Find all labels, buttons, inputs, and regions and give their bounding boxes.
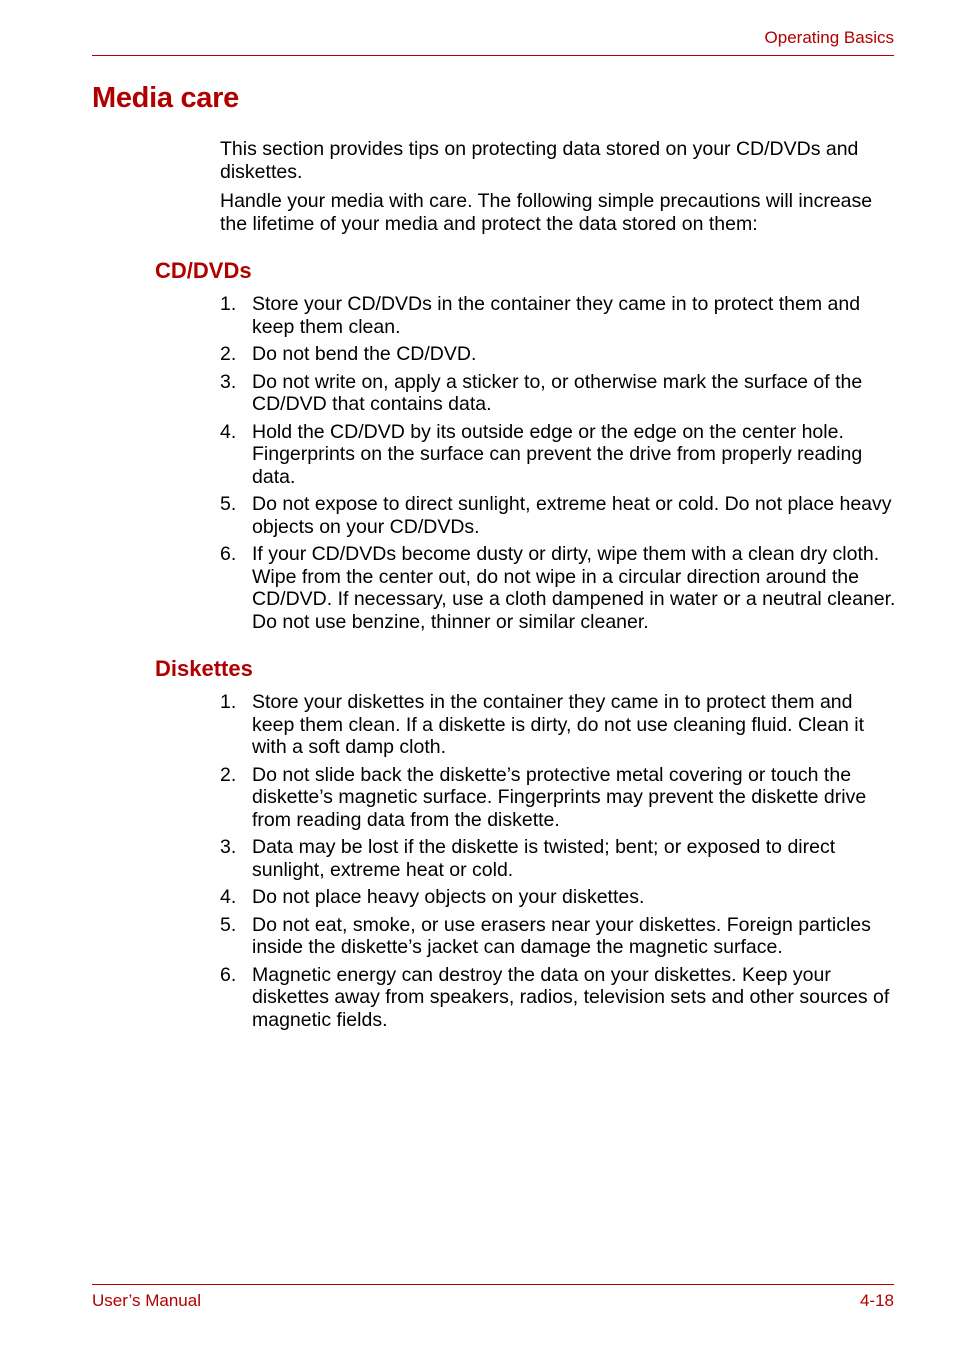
list-item: [220, 543, 896, 633]
list-item-number: 4.: [220, 886, 237, 908]
list-item-text: Do not place heavy objects on your diskettes.: [252, 886, 645, 908]
list-item-number: 6.: [220, 543, 237, 565]
list-item: [220, 886, 896, 909]
list-item: [220, 964, 896, 1032]
footer-rule: [92, 1284, 894, 1285]
list-item-number: 1.: [220, 293, 237, 315]
footer-manual-label: User’s Manual: [92, 1291, 201, 1310]
list-item-number: 5.: [220, 913, 237, 936]
list-item-number: 3.: [220, 370, 237, 393]
list-item: [220, 691, 896, 759]
list-item-text: Do not write on, apply a sticker to, or otherwise mark the surface of the CD/DVD that contains data.: [252, 370, 863, 415]
list-item-number: 4.: [220, 420, 237, 443]
cd-dvd-list: [220, 293, 896, 633]
list-item: [220, 293, 896, 338]
list-item-text: Data may be lost if the diskette is twisted; bent; or exposed to direct sunlight, extreme heat or cold.: [252, 836, 836, 881]
list-item-text: Magnetic energy can destroy the data on your diskettes. Keep your diskettes away from speakers, radios, television sets and other sources of magnetic fields.: [252, 963, 890, 1031]
cd-dvd-heading: CD/DVDs: [155, 258, 252, 283]
footer-page-number: 4-18: [859, 1291, 894, 1310]
list-item-text: Store your CD/DVDs in the container they came in to protect them and keep them clean.: [252, 293, 861, 338]
list-item-number: 2.: [220, 763, 237, 786]
list-item-text: Do not eat, smoke, or use erasers near your diskettes. Foreign particles inside the diskette’s jacket can damage the magnetic surface.: [252, 913, 871, 958]
list-item-number: 5.: [220, 493, 237, 515]
diskettes-list: [220, 691, 896, 1031]
list-item: [220, 371, 896, 416]
diskettes-heading: Diskettes: [155, 656, 253, 681]
intro-paragraph: This section provides tips on protecting data stored on your CD/DVDs and diskettes.: [220, 138, 859, 183]
list-item-text: Hold the CD/DVD by its outside edge or the edge on the center hole. Fingerprints on the surface can prevent the drive from properly reading data.: [252, 420, 863, 488]
list-item-text: If your CD/DVDs become dusty or dirty, wipe them with a clean dry cloth. Wipe from the center out, do not wipe in a circular direction around the CD/DVD. If necessary, use a cloth dampened in water or a neutral cleaner. Do not use benzine, thinner or similar cleaner.: [252, 543, 896, 633]
page-title: Media care: [92, 82, 239, 114]
list-item-text: Do not expose to direct sunlight, extreme heat or cold. Do not place heavy objects on your CD/DVDs.: [252, 493, 892, 538]
list-item-number: 2.: [220, 343, 237, 365]
main-content: [155, 138, 896, 1036]
list-item-number: 3.: [220, 836, 237, 858]
list-item-text: Do not slide back the diskette’s protective metal covering or touch the diskette’s magnetic surface. Fingerprints may prevent the diskette drive from reading data from the diskette.: [252, 763, 867, 831]
list-item: [220, 764, 896, 832]
list-item: [220, 421, 896, 489]
list-item-text: Store your diskettes in the container they came in to protect them and keep them clean. If a diskette is dirty, do not use cleaning fluid. Clean it with a soft damp cloth.: [252, 691, 865, 758]
list-item: [220, 836, 896, 881]
list-item-number: 1.: [220, 691, 237, 713]
intro-paragraph: Handle your media with care. The following simple precautions will increase the lifetime of your media and protect the data stored on them:: [220, 190, 873, 235]
list-item: [220, 343, 896, 366]
list-item: [220, 493, 896, 538]
list-item-text: Do not bend the CD/DVD.: [252, 343, 477, 365]
header-section-label: Operating Basics: [764, 28, 894, 47]
list-item: [220, 914, 896, 959]
header-rule: [92, 55, 894, 56]
list-item-number: 6.: [220, 963, 237, 986]
